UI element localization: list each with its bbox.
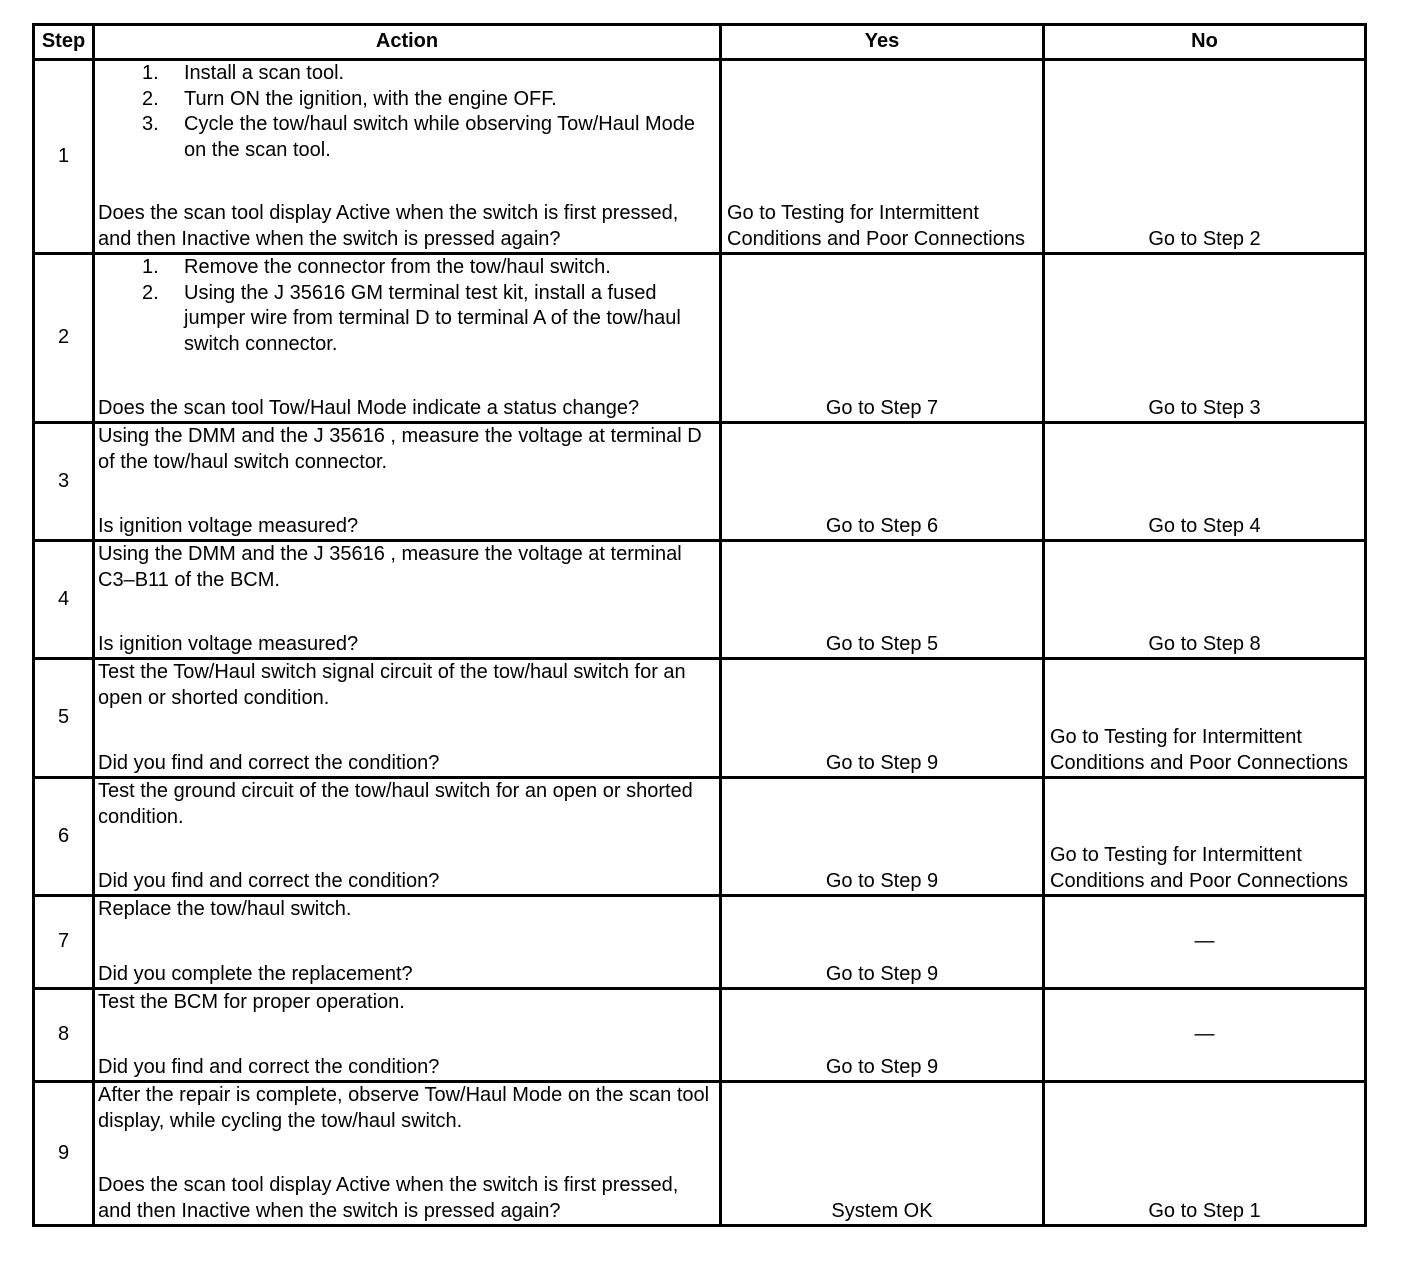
list-number: 1. [142,256,159,278]
list-number: 2. [142,87,159,110]
action-instructions [98,1083,715,1134]
action-text: Using the DMM and the J 35616 , measure the voltage at terminal C3–B11 of the BCM. [98,543,682,591]
action-question: Does the scan tool display Active when the switch is first pressed, and then Inactive when the switch is pressed again? [98,202,679,250]
step-number: 6 [34,778,94,896]
table-row [34,896,1366,989]
list-text: Install a scan tool. [184,62,345,84]
action-question: Did you find and correct the condition? [98,869,440,892]
no-result: Go to Step 8 [1044,541,1366,659]
table-row [34,60,1366,254]
yes-result: Go to Step 9 [721,778,1044,896]
no-result: Go to Testing for Intermittent Conditions and Poor Connections [1044,659,1366,778]
table-row [34,989,1366,1082]
yes-result: Go to Testing for Intermittent Conditions and Poor Connections [721,60,1044,254]
header-step: Step [34,25,94,60]
yes-result: Go to Step 9 [721,989,1044,1082]
no-result: — [1044,896,1366,989]
action-content [95,542,719,657]
action-cell [94,989,721,1082]
action-cell [94,60,721,254]
yes-result: Go to Step 9 [721,659,1044,778]
action-content [95,424,719,539]
step-number: 3 [34,423,94,541]
action-instructions [98,255,715,357]
yes-result: Go to Step 9 [721,896,1044,989]
action-content [95,897,719,987]
step-number: 2 [34,254,94,423]
table-row [34,423,1366,541]
action-instructions [98,779,715,830]
list-text: Remove the connector from the tow/haul switch. [184,256,611,278]
table-row [34,254,1366,423]
action-cell [94,778,721,896]
action-question: Is ignition voltage measured? [98,514,359,537]
action-question: Did you find and correct the condition? [98,751,440,774]
action-text: Test the ground circuit of the tow/haul switch for an open or shorted condition. [98,780,693,828]
list-number: 1. [142,62,159,84]
action-instructions [98,897,715,923]
action-text: Test the BCM for proper operation. [98,991,405,1013]
yes-result: Go to Step 7 [721,254,1044,423]
no-result: — [1044,989,1366,1082]
action-content [95,660,719,776]
header-action: Action [94,25,721,60]
action-question: Did you complete the replacement? [98,962,413,985]
diagnostic-table [32,23,1367,1227]
table-row [34,541,1366,659]
action-text: After the repair is complete, observe Tow/Haul Mode on the scan tool display, while cycling the tow/haul switch. [98,1084,710,1132]
step-number: 8 [34,989,94,1082]
action-cell [94,659,721,778]
list-text: Using the J 35616 GM terminal test kit, install a fused jumper wire from terminal D to terminal A of the tow/haul switch connector. [184,281,681,355]
action-cell [94,423,721,541]
action-content [95,779,719,894]
action-content [95,61,719,252]
list-text: Turn ON the ignition, with the engine OFF. [184,87,557,110]
no-result: Go to Step 4 [1044,423,1366,541]
list-item [98,87,715,113]
action-question: Does the scan tool display Active when the switch is first pressed, and then Inactive when the switch is pressed again? [98,1174,679,1222]
step-number: 9 [34,1082,94,1226]
yes-result: Go to Step 6 [721,423,1044,541]
list-item [98,112,715,163]
list-text: Cycle the tow/haul switch while observing Tow/Haul Mode on the scan tool. [184,113,695,161]
list-number: 3. [142,113,159,135]
action-content [95,990,719,1080]
action-instructions [98,61,715,163]
action-content [95,255,719,421]
action-cell [94,896,721,989]
table-row [34,778,1366,896]
yes-result: System OK [721,1082,1044,1226]
table-row [34,1082,1366,1226]
yes-result: Go to Step 5 [721,541,1044,659]
step-number: 1 [34,60,94,254]
action-cell [94,254,721,423]
action-instructions [98,424,715,475]
header-no: No [1044,25,1366,60]
list-item [98,281,715,358]
action-content [95,1083,719,1224]
step-number: 4 [34,541,94,659]
list-item [98,61,715,87]
action-question: Did you find and correct the condition? [98,1055,440,1078]
action-text: Using the DMM and the J 35616 , measure the voltage at terminal D of the tow/haul switch connector. [98,425,702,473]
action-question: Does the scan tool Tow/Haul Mode indicate a status change? [98,396,640,419]
action-question: Is ignition voltage measured? [98,632,359,655]
action-instructions [98,542,715,593]
action-instructions [98,660,715,711]
header-yes: Yes [721,25,1044,60]
step-number: 5 [34,659,94,778]
action-text: Replace the tow/haul switch. [98,898,352,920]
action-cell [94,541,721,659]
header-row [34,25,1366,60]
table-row [34,659,1366,778]
action-cell [94,1082,721,1226]
action-instructions [98,990,715,1016]
no-result: Go to Testing for Intermittent Conditions and Poor Connections [1044,778,1366,896]
no-result: Go to Step 3 [1044,254,1366,423]
list-item [98,255,715,281]
step-number: 7 [34,896,94,989]
action-text: Test the Tow/Haul switch signal circuit of the tow/haul switch for an open or shorted condition. [98,661,686,709]
no-result: Go to Step 1 [1044,1082,1366,1226]
list-number: 2. [142,281,159,304]
no-result: Go to Step 2 [1044,60,1366,254]
